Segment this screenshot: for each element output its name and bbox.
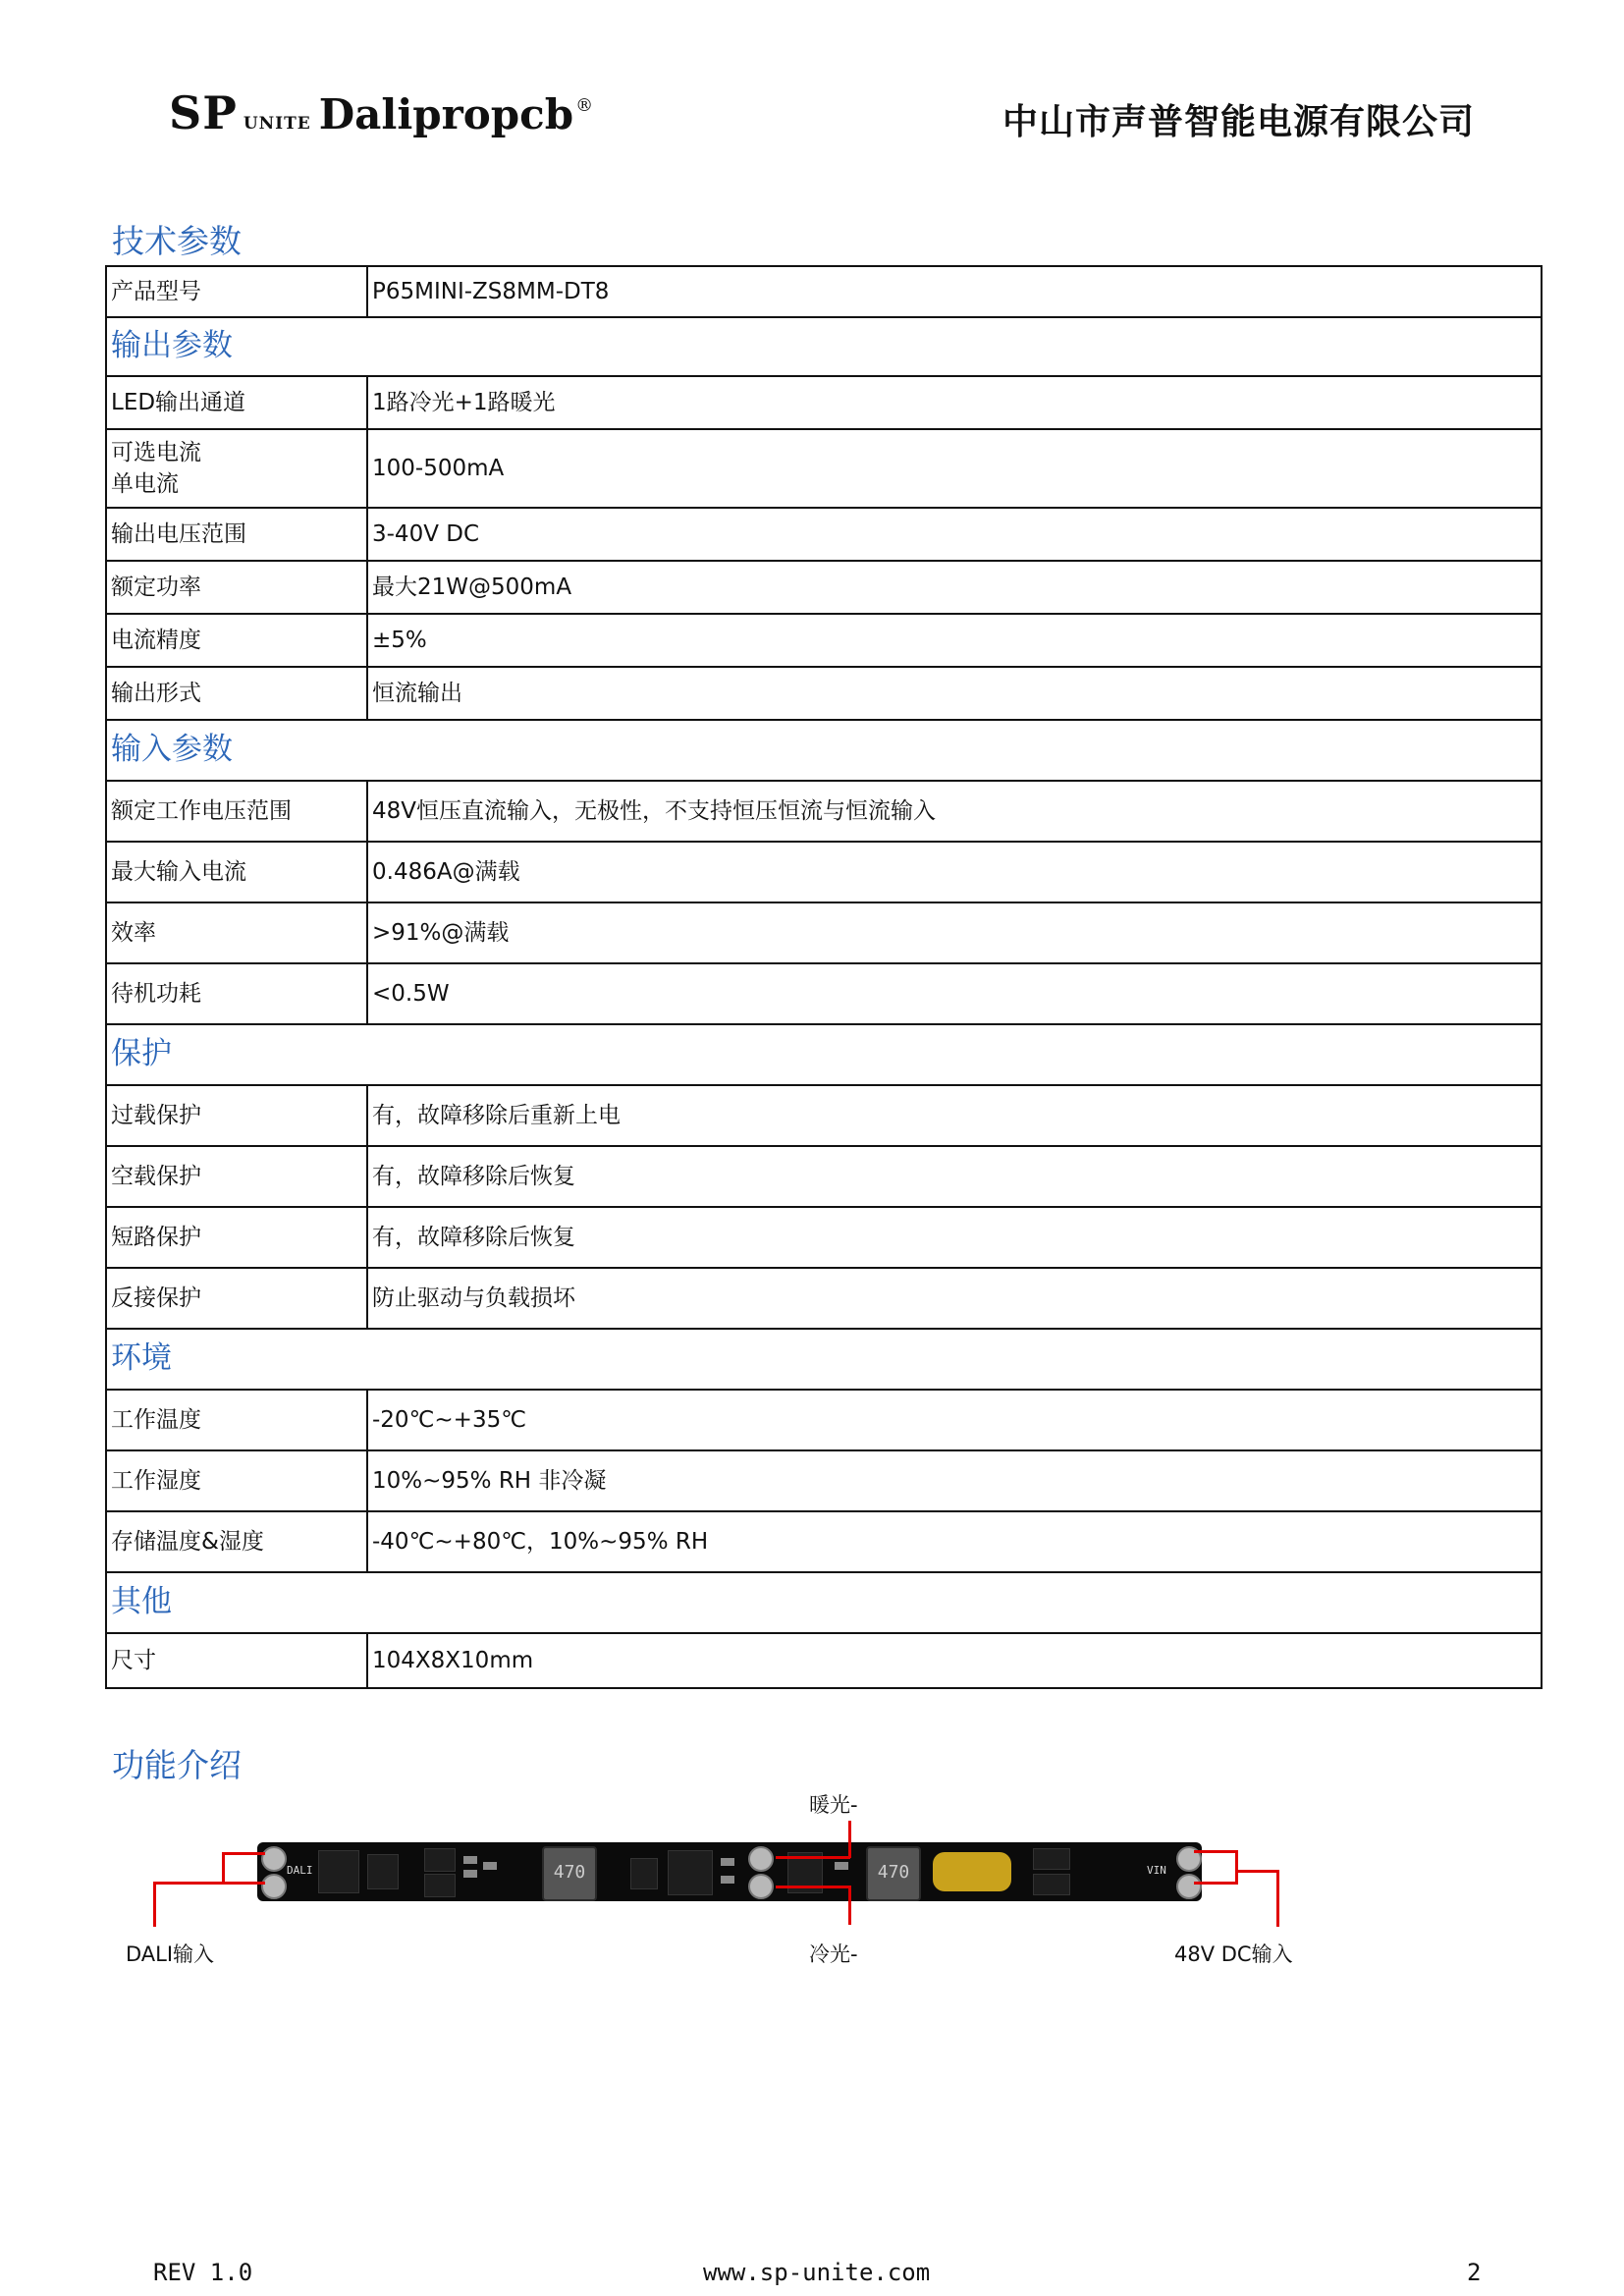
row-label: 输出形式 <box>106 667 367 720</box>
ic-chip <box>1033 1874 1070 1895</box>
spec-table <box>105 265 1543 1689</box>
ic-chip <box>668 1850 713 1895</box>
page-header <box>169 86 1475 155</box>
annotation-line <box>1235 1850 1238 1885</box>
cold-pad <box>748 1874 774 1899</box>
table-row <box>106 266 1542 317</box>
row-label: 工作湿度 <box>106 1450 367 1511</box>
function-heading: 功能介绍 <box>112 1746 242 1784</box>
annotation-line <box>776 1886 850 1888</box>
table-row <box>106 614 1542 667</box>
row-label: 存储温度&湿度 <box>106 1511 367 1572</box>
label-dc-input: 48V DC输入 <box>1174 1942 1293 1966</box>
electrolytic-capacitor <box>933 1852 1011 1891</box>
annotation-line <box>848 1886 851 1925</box>
row-value: 恒流输出 <box>367 667 1542 720</box>
group-row-protection <box>106 1024 1542 1085</box>
model-label: 产品型号 <box>106 266 367 317</box>
footer-page-number: 2 <box>1467 2259 1482 2286</box>
table-row <box>106 1207 1542 1268</box>
table-row <box>106 667 1542 720</box>
company-name: 中山市声普智能电源有限公司 <box>1001 102 1475 142</box>
row-label: 空载保护 <box>106 1146 367 1207</box>
table-row <box>106 1268 1542 1329</box>
annotation-line <box>1194 1882 1237 1885</box>
inductor-470 <box>542 1846 597 1901</box>
row-label <box>106 429 367 508</box>
annotation-line <box>1194 1850 1237 1853</box>
row-value: <0.5W <box>367 963 1542 1024</box>
label-warm: 暖光- <box>809 1793 858 1817</box>
table-row <box>106 376 1542 429</box>
table-row <box>106 842 1542 902</box>
ic-chip <box>367 1854 399 1889</box>
inductor-label: 470 <box>553 1862 586 1883</box>
row-label: LED输出通道 <box>106 376 367 429</box>
brand-logo <box>169 86 593 139</box>
ic-chip <box>424 1848 456 1872</box>
group-row-other <box>106 1572 1542 1633</box>
row-value: 0.486A@满载 <box>367 842 1542 902</box>
footer-website: www.sp-unite.com <box>703 2259 931 2286</box>
annotation-line <box>1235 1870 1278 1873</box>
smd-component <box>483 1862 497 1870</box>
row-label: 待机功耗 <box>106 963 367 1024</box>
table-row <box>106 1085 1542 1146</box>
row-label: 最大输入电流 <box>106 842 367 902</box>
table-row <box>106 1633 1542 1688</box>
row-label: 反接保护 <box>106 1268 367 1329</box>
row-value: -40℃~+80℃，10%~95% RH <box>367 1511 1542 1572</box>
smd-component <box>463 1870 477 1878</box>
logo-sp: SP <box>169 86 238 139</box>
row-value: >91%@满载 <box>367 902 1542 963</box>
row-value: 最大21W@500mA <box>367 561 1542 614</box>
ic-chip <box>630 1858 658 1889</box>
row-value: -20℃~+35℃ <box>367 1390 1542 1450</box>
vin-pad <box>1176 1874 1202 1899</box>
table-row <box>106 781 1542 842</box>
row-value: 104X8X10mm <box>367 1633 1542 1688</box>
row-value: 3-40V DC <box>367 508 1542 561</box>
row-label: 短路保护 <box>106 1207 367 1268</box>
smd-component <box>721 1858 734 1866</box>
row-value: 10%~95% RH 非冷凝 <box>367 1450 1542 1511</box>
logo-brand: Dalipropcb <box>318 90 574 138</box>
row-value: 100-500mA <box>367 429 1542 508</box>
group-title-protection: 保护 <box>106 1024 1542 1085</box>
group-title-other: 其他 <box>106 1572 1542 1633</box>
group-title-environment: 环境 <box>106 1329 1542 1390</box>
annotation-line <box>153 1882 156 1927</box>
table-row <box>106 1146 1542 1207</box>
annotation-line <box>222 1852 265 1855</box>
table-row <box>106 1511 1542 1572</box>
group-title-input: 输入参数 <box>106 720 1542 781</box>
group-title-output: 输出参数 <box>106 317 1542 376</box>
table-row <box>106 963 1542 1024</box>
silk-vin: VIN <box>1147 1864 1166 1877</box>
dali-pad <box>261 1846 287 1872</box>
model-value: P65MINI-ZS8MM-DT8 <box>367 266 1542 317</box>
row-value: 有，故障移除后恢复 <box>367 1146 1542 1207</box>
warm-pad <box>748 1846 774 1872</box>
smd-component <box>463 1856 477 1864</box>
spec-heading: 技术参数 <box>112 222 242 260</box>
annotation-line <box>222 1852 225 1885</box>
row-label: 额定功率 <box>106 561 367 614</box>
annotation-line <box>776 1856 850 1859</box>
row-value: 48V恒压直流输入，无极性，不支持恒压恒流与恒流输入 <box>367 781 1542 842</box>
table-row <box>106 1450 1542 1511</box>
table-row <box>106 429 1542 508</box>
table-row <box>106 902 1542 963</box>
row-label: 额定工作电压范围 <box>106 781 367 842</box>
row-label: 过载保护 <box>106 1085 367 1146</box>
footer-rev: REV 1.0 <box>153 2259 253 2286</box>
logo-unite: UNITE <box>243 114 311 134</box>
annotation-line <box>153 1882 224 1885</box>
ic-chip <box>1033 1848 1070 1870</box>
row-label: 电流精度 <box>106 614 367 667</box>
row-value: 1路冷光+1路暖光 <box>367 376 1542 429</box>
row-value: 防止驱动与负载损坏 <box>367 1268 1542 1329</box>
row-label: 输出电压范围 <box>106 508 367 561</box>
row-value: 有，故障移除后重新上电 <box>367 1085 1542 1146</box>
group-row-environment <box>106 1329 1542 1390</box>
inductor-label: 470 <box>877 1862 910 1883</box>
smd-component <box>835 1862 848 1870</box>
row-label: 尺寸 <box>106 1633 367 1688</box>
inductor-470 <box>866 1846 921 1901</box>
row-value: 有，故障移除后恢复 <box>367 1207 1542 1268</box>
logo-registered-mark: ® <box>575 95 594 116</box>
label-cold: 冷光- <box>809 1942 858 1966</box>
label-dali-input: DALI输入 <box>126 1942 215 1966</box>
table-row <box>106 1390 1542 1450</box>
group-row-output <box>106 317 1542 376</box>
row-value: ±5% <box>367 614 1542 667</box>
annotation-line <box>222 1882 265 1885</box>
row-label-line: 单电流 <box>111 471 179 497</box>
smd-component <box>721 1876 734 1884</box>
pcb-board-image <box>257 1842 1202 1901</box>
silk-dali: DALI <box>287 1864 313 1877</box>
table-row <box>106 508 1542 561</box>
ic-chip <box>424 1874 456 1897</box>
row-label: 工作温度 <box>106 1390 367 1450</box>
dali-pad <box>261 1874 287 1899</box>
annotation-line <box>848 1821 851 1858</box>
group-row-input <box>106 720 1542 781</box>
ic-chip <box>318 1850 359 1893</box>
row-label-line: 可选电流 <box>111 439 201 465</box>
annotation-line <box>1276 1870 1279 1927</box>
table-row <box>106 561 1542 614</box>
row-label: 效率 <box>106 902 367 963</box>
